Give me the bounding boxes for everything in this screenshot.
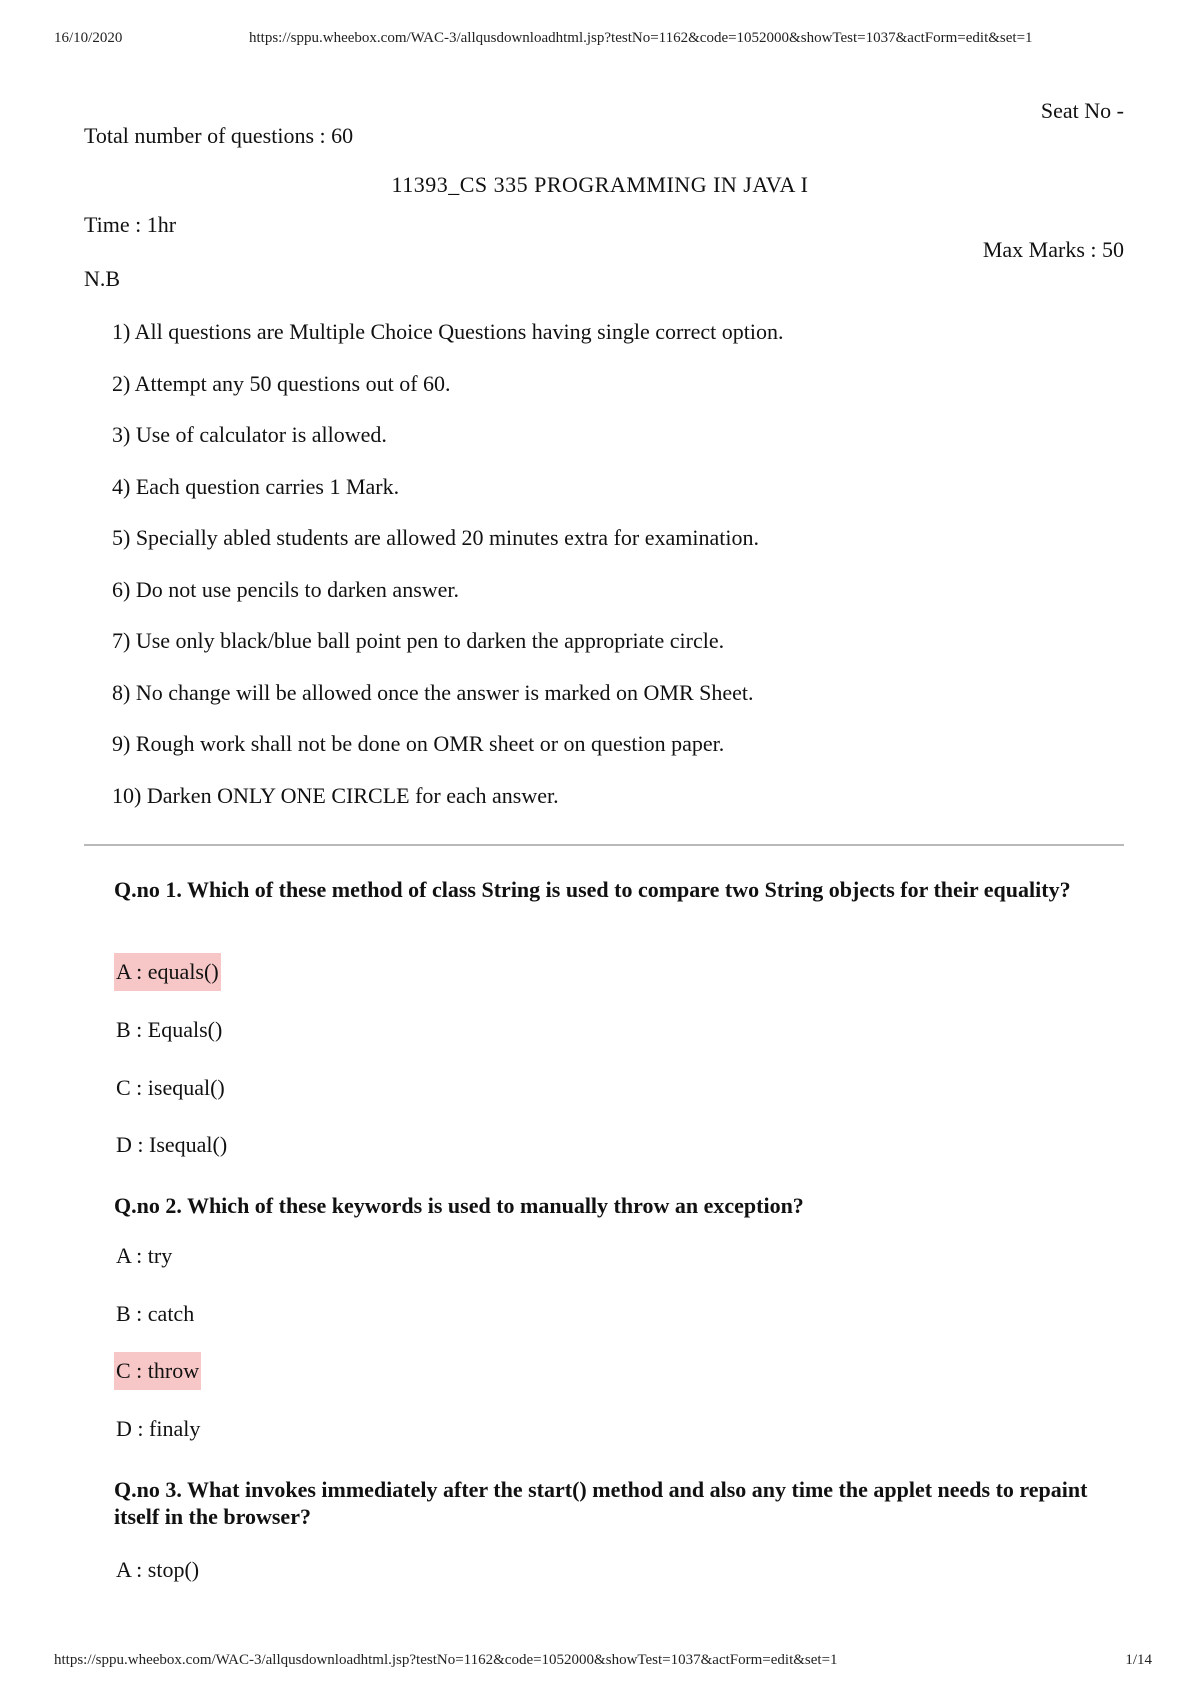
option-d: D : finaly	[116, 1416, 201, 1441]
option-a: A : equals()	[114, 953, 221, 991]
print-url: https://sppu.wheebox.com/WAC-3/allqusdownloadhtml.jsp?testNo=1162&code=1052000&showTest=1037&actForm=edit&set=1	[249, 30, 1033, 46]
instruction-item: 6) Do not use pencils to darken answer.	[112, 576, 460, 602]
instruction-item: 9) Rough work shall not be done on OMR sheet or on question paper.	[112, 731, 725, 756]
paper-title: 11393_CS 335 PROGRAMMING IN JAVA I	[391, 172, 809, 197]
instructions-list	[112, 318, 784, 833]
page-number: 1/14	[1125, 1652, 1152, 1668]
instruction-item: 3) Use of calculator is allowed.	[112, 422, 387, 447]
question-block-3	[114, 1476, 1114, 1616]
option-d: D : Isequal()	[116, 1132, 228, 1157]
option-c: C : isequal()	[116, 1075, 225, 1100]
option-c: C : throw	[114, 1352, 201, 1390]
instruction-item: 2) Attempt any 50 questions out of 60.	[112, 370, 451, 396]
max-marks: Max Marks : 50	[982, 237, 1124, 262]
seat-number: Seat No -	[1040, 98, 1124, 123]
question-block-2	[114, 1184, 1114, 1476]
question-block-1	[114, 876, 1114, 1176]
footer-url: https://sppu.wheebox.com/WAC-3/allqusdownloadhtml.jsp?testNo=1162&code=1052000&showTest=1037&actForm=edit&set=1	[54, 1652, 838, 1668]
question-text: Q.no 3. What invokes immediately after the start() method and also any time the applet needs to repaint itself in the browser?	[114, 1477, 1088, 1529]
question-text: Q.no 1. Which of these method of class String is used to compare two String objects for their equality?	[114, 877, 1071, 902]
instruction-item: 10) Darken ONLY ONE CIRCLE for each answer.	[112, 782, 559, 808]
option-b: B : catch	[116, 1301, 195, 1326]
instruction-item: 5) Specially abled students are allowed 20 minutes extra for examination.	[112, 525, 759, 550]
print-date: 16/10/2020	[54, 30, 123, 46]
instruction-item: 7) Use only black/blue ball point pen to darken the appropriate circle.	[112, 628, 725, 653]
print-footer	[0, 1652, 1200, 1676]
section-divider	[84, 844, 1124, 846]
option-a: A : stop()	[116, 1557, 200, 1582]
question-text: Q.no 2. Which of these keywords is used to manually throw an exception?	[114, 1193, 804, 1218]
instruction-item: 1) All questions are Multiple Choice Questions having single correct option.	[112, 319, 784, 344]
option-a: A : try	[116, 1243, 173, 1268]
instruction-item: 8) No change will be allowed once the answer is marked on OMR Sheet.	[112, 679, 754, 705]
instruction-item: 4) Each question carries 1 Mark.	[112, 473, 400, 499]
questions-section	[114, 876, 1114, 1616]
nb-label: N.B	[84, 266, 121, 291]
print-header	[0, 30, 1200, 54]
option-b: B : Equals()	[116, 1017, 223, 1042]
total-questions: Total number of questions : 60	[84, 123, 354, 148]
exam-time: Time : 1hr	[84, 212, 177, 237]
